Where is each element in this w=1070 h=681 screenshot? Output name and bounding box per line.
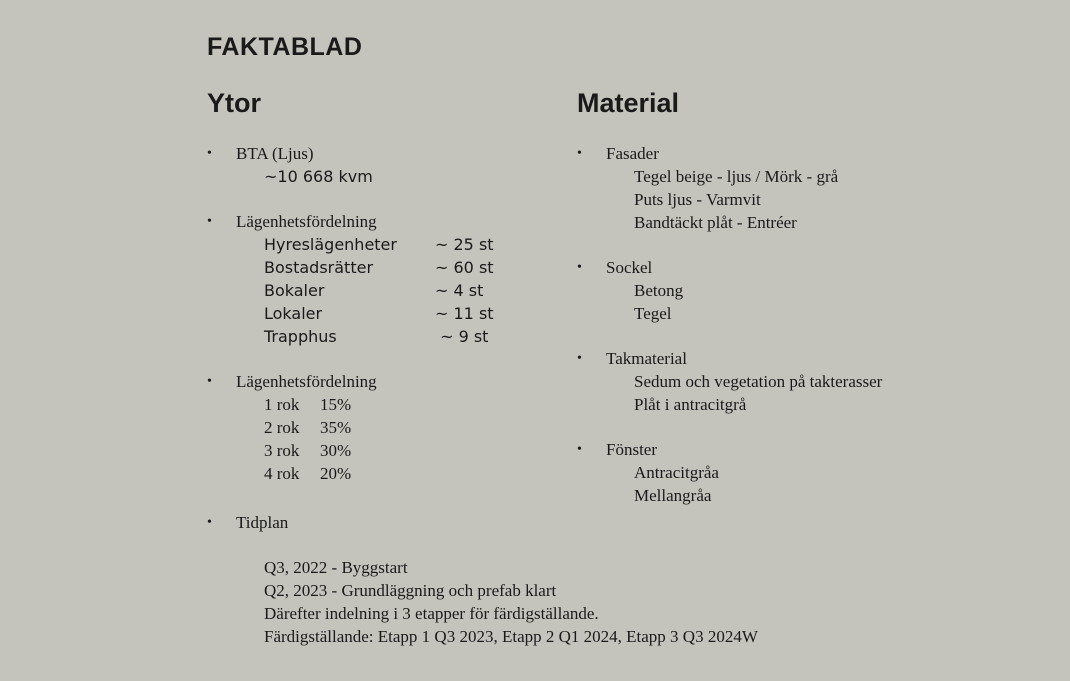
schedule-list bbox=[207, 556, 758, 648]
list-item bbox=[264, 462, 377, 485]
list-item bbox=[264, 279, 494, 302]
bta-value: ~10 668 kvm bbox=[264, 167, 373, 186]
list-item: Bandtäckt plåt - Entréer bbox=[634, 213, 797, 232]
bullet-icon: • bbox=[577, 351, 582, 366]
distribution-name: Bokaler bbox=[264, 281, 325, 300]
ytor-heading: Ytor bbox=[207, 88, 261, 118]
bullet-icon: • bbox=[577, 146, 582, 161]
rooms-name: 2 rok bbox=[264, 418, 300, 437]
distribution-name: Bostadsrätter bbox=[264, 258, 374, 277]
fasader-section bbox=[577, 142, 838, 234]
bta-label: BTA (Ljus) bbox=[236, 144, 314, 163]
sockel-section bbox=[577, 256, 683, 325]
distribution-value: ~ 60 st bbox=[435, 258, 494, 277]
list-item bbox=[264, 439, 377, 462]
tak-list bbox=[577, 370, 882, 416]
list-item: Puts ljus - Varmvit bbox=[634, 190, 761, 209]
bullet-icon: • bbox=[207, 214, 212, 229]
list-item bbox=[264, 416, 377, 439]
schedule-line: Därefter indelning i 3 etapper för färdigställande. bbox=[264, 604, 599, 623]
rooms-section bbox=[207, 370, 377, 485]
fonster-section bbox=[577, 438, 719, 507]
schedule-section bbox=[207, 511, 758, 648]
rooms-name: 1 rok bbox=[264, 395, 300, 414]
rooms-name: 3 rok bbox=[264, 441, 300, 460]
bullet-icon: • bbox=[207, 515, 212, 530]
list-item: Tegel bbox=[634, 304, 672, 323]
schedule-line: Q2, 2023 - Grundläggning och prefab klart bbox=[264, 581, 557, 600]
list-item bbox=[264, 302, 494, 325]
list-item bbox=[264, 325, 494, 348]
bullet-icon: • bbox=[577, 442, 582, 457]
list-item: Mellangråa bbox=[634, 486, 712, 505]
distribution-name: Hyreslägenheter bbox=[264, 235, 397, 254]
list-item bbox=[264, 256, 494, 279]
sockel-label: Sockel bbox=[606, 258, 653, 277]
list-item: Sedum och vegetation på takterasser bbox=[634, 372, 883, 391]
rooms-value: 15% bbox=[320, 395, 352, 414]
bullet-icon: • bbox=[207, 374, 212, 389]
fonster-label: Fönster bbox=[606, 440, 657, 459]
bullet-icon: • bbox=[207, 146, 212, 161]
sockel-list bbox=[577, 279, 683, 325]
fasader-label: Fasader bbox=[606, 144, 659, 163]
tak-section bbox=[577, 347, 882, 416]
material-heading: Material bbox=[577, 88, 680, 118]
fonster-list bbox=[577, 461, 719, 507]
rooms-value: 20% bbox=[320, 464, 352, 483]
list-item bbox=[264, 393, 377, 416]
tak-label: Takmaterial bbox=[606, 349, 687, 368]
bullet-icon: • bbox=[577, 260, 582, 275]
distribution-value: ~ 25 st bbox=[435, 235, 494, 254]
distribution-list bbox=[207, 233, 494, 348]
rooms-label: Lägenhetsfördelning bbox=[236, 372, 377, 391]
list-item: Tegel beige - ljus / Mörk - grå bbox=[634, 167, 839, 186]
list-item: Betong bbox=[634, 281, 684, 300]
distribution-value: ~ 9 st bbox=[435, 327, 489, 346]
rooms-name: 4 rok bbox=[264, 464, 300, 483]
schedule-line: Q3, 2022 - Byggstart bbox=[264, 558, 408, 577]
schedule-label: Tidplan bbox=[236, 513, 289, 532]
list-item: Plåt i antracitgrå bbox=[634, 395, 747, 414]
list-item: Antracitgråa bbox=[634, 463, 719, 482]
distribution-name: Trapphus bbox=[264, 327, 337, 346]
rooms-value: 30% bbox=[320, 441, 352, 460]
distribution-name: Lokaler bbox=[264, 304, 323, 323]
distribution-value: ~ 4 st bbox=[435, 281, 484, 300]
rooms-list bbox=[207, 393, 377, 485]
fasader-list bbox=[577, 165, 838, 234]
schedule-line: Färdigställande: Etapp 1 Q3 2023, Etapp 2 Q1 2024, Etapp 3 Q3 2024W bbox=[264, 627, 758, 646]
bta-section bbox=[207, 142, 373, 188]
rooms-value: 35% bbox=[320, 418, 352, 437]
list-item bbox=[264, 233, 494, 256]
distribution-value: ~ 11 st bbox=[435, 304, 494, 323]
distribution-section bbox=[207, 210, 494, 348]
document-title: FAKTABLAD bbox=[207, 33, 363, 61]
distribution-label: Lägenhetsfördelning bbox=[236, 212, 377, 231]
